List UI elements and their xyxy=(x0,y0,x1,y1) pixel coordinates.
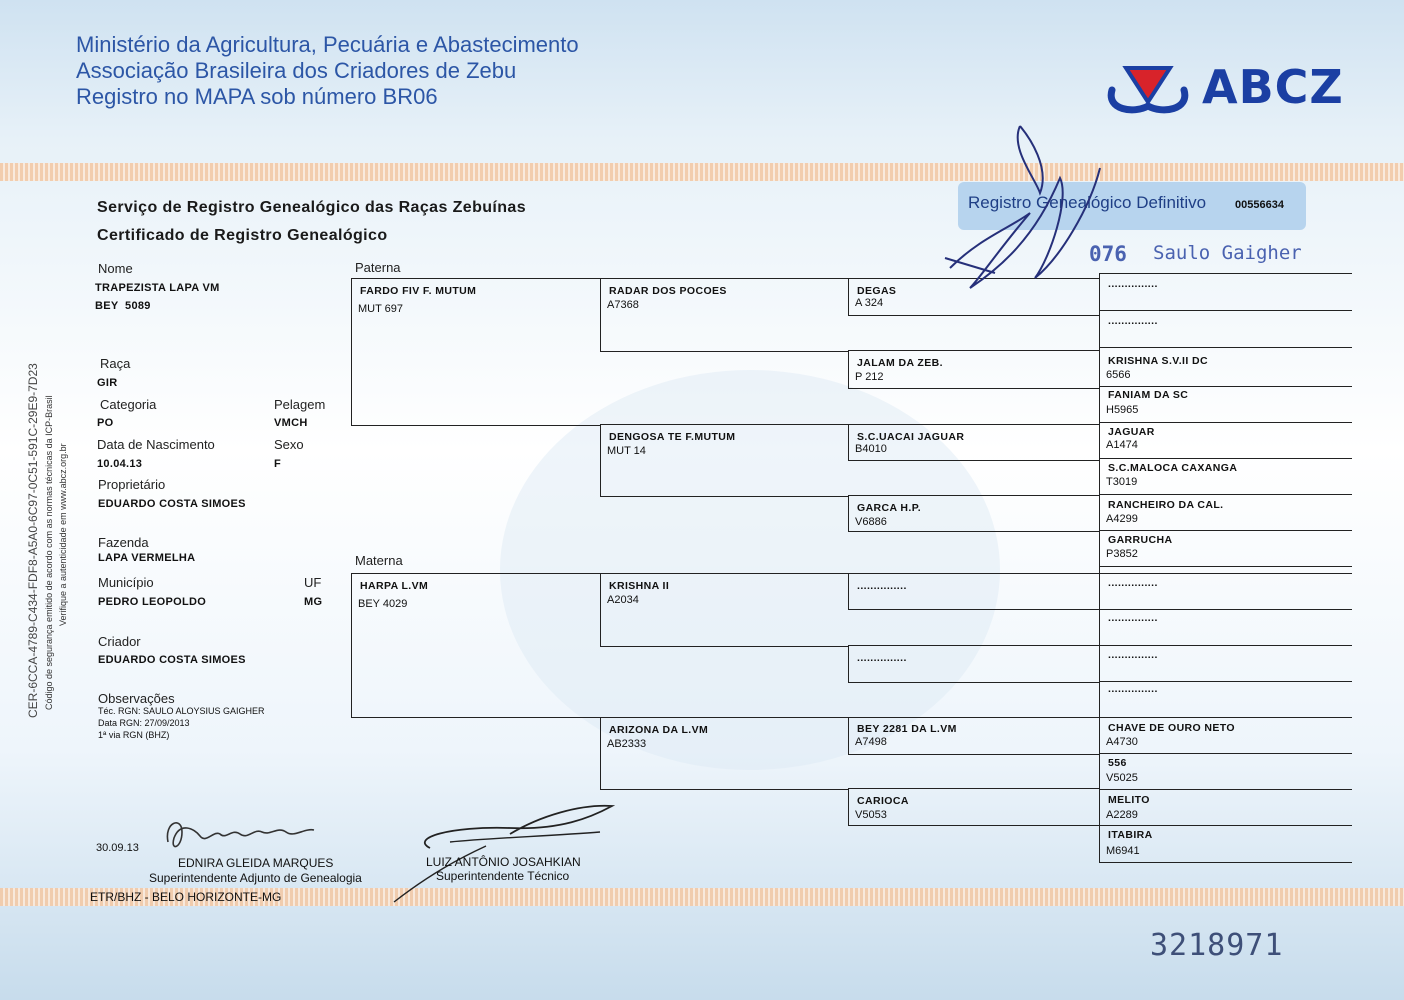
materna-label: Materna xyxy=(355,553,403,568)
pedigree-gen2 xyxy=(600,573,849,647)
animal-registry: B4010 xyxy=(855,443,887,455)
pelagem-value: VMCH xyxy=(274,417,308,429)
obs-line: 1ª via RGN (BHZ) xyxy=(98,730,170,740)
animal-name: KRISHNA II xyxy=(609,580,670,592)
animal-name: JALAM DA ZEB. xyxy=(857,357,943,369)
animal-name: ............... xyxy=(1108,577,1158,589)
animal-registry: A7368 xyxy=(607,299,639,311)
animal-registry: MUT 697 xyxy=(358,303,404,315)
service-title: Serviço de Registro Genealógico das Raças Zebuínas xyxy=(97,199,527,216)
nascimento-value: 10.04.13 xyxy=(97,458,143,470)
sexo-value: F xyxy=(274,458,282,470)
fazenda-value: LAPA VERMELHA xyxy=(98,552,196,564)
animal-registry: M6941 xyxy=(1106,845,1140,857)
header-registry: Registro no MAPA sob número BR06 xyxy=(76,84,438,109)
office-location: ETR/BHZ - BELO HORIZONTE-MG xyxy=(90,890,282,904)
sidebar-security: Código de segurança emitido de acordo com as normas técnicas da ICP-Brasil xyxy=(44,395,54,710)
animal-name: ............... xyxy=(1108,612,1158,624)
categoria-label: Categoria xyxy=(100,397,157,412)
obs-line: Téc. RGN: SAULO ALOYSIUS GAIGHER xyxy=(98,706,265,716)
abcz-logo-text: ABCZ xyxy=(1202,60,1344,114)
pedigree-gen4-column xyxy=(1099,273,1352,863)
animal-name: S.C.MALOCA CAXANGA xyxy=(1108,462,1238,474)
animal-name: ............... xyxy=(857,652,907,664)
animal-registry: V6886 xyxy=(855,516,887,528)
animal-name: HARPA L.VM xyxy=(360,580,429,592)
animal-name: CARIOCA xyxy=(857,795,909,807)
registro-label: Registro Genealógico Definitivo xyxy=(968,193,1207,212)
registro-number: 00556634 xyxy=(1235,199,1284,211)
raca-label: Raça xyxy=(100,356,131,371)
animal-name: S.C.UACAI JAGUAR xyxy=(857,431,965,443)
categoria-value: PO xyxy=(97,417,114,429)
animal-registry: V5053 xyxy=(855,809,887,821)
animal-registry: T3019 xyxy=(1106,476,1138,488)
stamp-name: Saulo Gaigher xyxy=(1153,242,1302,264)
signature-josahkian-icon xyxy=(390,798,620,906)
animal-name: ............... xyxy=(857,580,907,592)
serial-number: 3218971 xyxy=(1150,928,1284,963)
sexo-label: Sexo xyxy=(274,437,304,452)
pedigree-gen2 xyxy=(600,717,849,790)
animal-registry: MUT 14 xyxy=(607,445,646,457)
obs-line: Data RGN: 27/09/2013 xyxy=(98,718,190,728)
animal-name: 556 xyxy=(1108,757,1127,769)
animal-name: DEGAS xyxy=(857,285,897,297)
animal-name: RADAR DOS POCOES xyxy=(609,285,727,297)
animal-registry: P 212 xyxy=(855,371,884,383)
pedigree-gen3 xyxy=(848,573,1100,610)
animal-registry: BEY 4029 xyxy=(358,598,408,610)
pelagem-label: Pelagem xyxy=(274,397,326,412)
proprietario-label: Proprietário xyxy=(98,477,166,492)
animal-registry: A2289 xyxy=(1106,809,1138,821)
criador-value: EDUARDO COSTA SIMOES xyxy=(98,654,246,666)
animal-name: CHAVE DE OURO NETO xyxy=(1108,722,1235,734)
pedigree-gen2 xyxy=(600,278,849,352)
pedigree-gen3 xyxy=(848,717,1100,755)
nome-label: Nome xyxy=(98,261,133,276)
animal-name: ............... xyxy=(1108,278,1158,290)
animal-name: ............... xyxy=(1108,315,1158,327)
animal-name: FANIAM DA SC xyxy=(1108,389,1189,401)
header-association: Associação Brasileira dos Criadores de Zebu xyxy=(76,58,517,83)
issue-date: 30.09.13 xyxy=(96,842,139,854)
pedigree-gen3 xyxy=(848,788,1100,826)
handwritten-signature-icon xyxy=(940,118,1110,298)
sidebar-code: CER-6CCA-4789-C434-FDF8-A5A0-6C97-0C51-591C-29E9-7D23 xyxy=(26,363,40,718)
sig2-title: Superintendente Técnico xyxy=(436,869,570,883)
pedigree-gen3 xyxy=(848,495,1100,532)
animal-name: ............... xyxy=(1108,683,1158,695)
animal-name: FARDO FIV F. MUTUM xyxy=(360,285,477,297)
registro-animal-value: BEY 5089 xyxy=(95,300,151,312)
uf-value: MG xyxy=(304,596,323,608)
animal-name: ARIZONA DA L.VM xyxy=(609,724,709,736)
animal-registry: A1474 xyxy=(1106,439,1138,451)
sig2-name: LUIZ ANTÔNIO JOSAHKIAN xyxy=(426,855,581,869)
sidebar-verify: Verifique a autenticidade em www.abcz.org.br xyxy=(58,443,68,626)
animal-registry: A2034 xyxy=(607,594,639,606)
animal-registry: A 324 xyxy=(855,297,884,309)
sig1-title: Superintendente Adjunto de Genealogia xyxy=(149,871,362,885)
proprietario-value: EDUARDO COSTA SIMOES xyxy=(98,498,246,510)
animal-registry: AB2333 xyxy=(607,738,647,750)
animal-name: RANCHEIRO DA CAL. xyxy=(1108,499,1224,511)
header-ministry: Ministério da Agricultura, Pecuária e Abastecimento xyxy=(76,32,579,57)
animal-registry: A7498 xyxy=(855,736,887,748)
animal-registry: 6566 xyxy=(1106,369,1131,381)
animal-name: BEY 2281 DA L.VM xyxy=(857,723,957,735)
obs-label: Observações xyxy=(98,691,175,706)
pedigree-dam xyxy=(351,573,601,718)
pedigree-gen2 xyxy=(600,424,849,497)
municipio-label: Município xyxy=(98,575,154,590)
signature-marques-icon xyxy=(160,812,325,858)
animal-name: GARRUCHA xyxy=(1108,534,1173,546)
animal-registry: H5965 xyxy=(1106,404,1139,416)
fazenda-label: Fazenda xyxy=(98,535,149,550)
animal-name: JAGUAR xyxy=(1108,426,1155,438)
pedigree-gen3 xyxy=(848,350,1100,389)
nascimento-label: Data de Nascimento xyxy=(97,437,215,452)
animal-registry: P3852 xyxy=(1106,548,1138,560)
animal-name: ITABIRA xyxy=(1108,829,1153,841)
uf-label: UF xyxy=(304,575,322,590)
sig1-name: EDNIRA GLEIDA MARQUES xyxy=(178,856,334,870)
top-stripe xyxy=(0,163,1404,181)
stamp-code: 076 xyxy=(1089,242,1127,266)
abcz-logo-icon xyxy=(1104,62,1194,118)
criador-label: Criador xyxy=(98,634,141,649)
municipio-value: PEDRO LEOPOLDO xyxy=(98,596,207,608)
pedigree-sire xyxy=(351,278,601,426)
animal-registry: A4299 xyxy=(1106,513,1138,525)
animal-name: GARCA H.P. xyxy=(857,502,922,514)
animal-name: KRISHNA S.V.II DC xyxy=(1108,355,1208,367)
animal-name: MELITO xyxy=(1108,794,1150,806)
animal-registry: A4730 xyxy=(1106,736,1138,748)
pedigree-gen3 xyxy=(848,424,1100,461)
animal-registry: V5025 xyxy=(1106,772,1138,784)
animal-name: DENGOSA TE F.MUTUM xyxy=(609,431,736,443)
animal-name: ............... xyxy=(1108,649,1158,661)
paterna-label: Paterna xyxy=(355,260,401,275)
nome-value: TRAPEZISTA LAPA VM xyxy=(95,282,220,294)
pedigree-gen3 xyxy=(848,645,1100,683)
raca-value: GIR xyxy=(97,377,118,389)
certificate-title: Certificado de Registro Genealógico xyxy=(97,227,388,244)
